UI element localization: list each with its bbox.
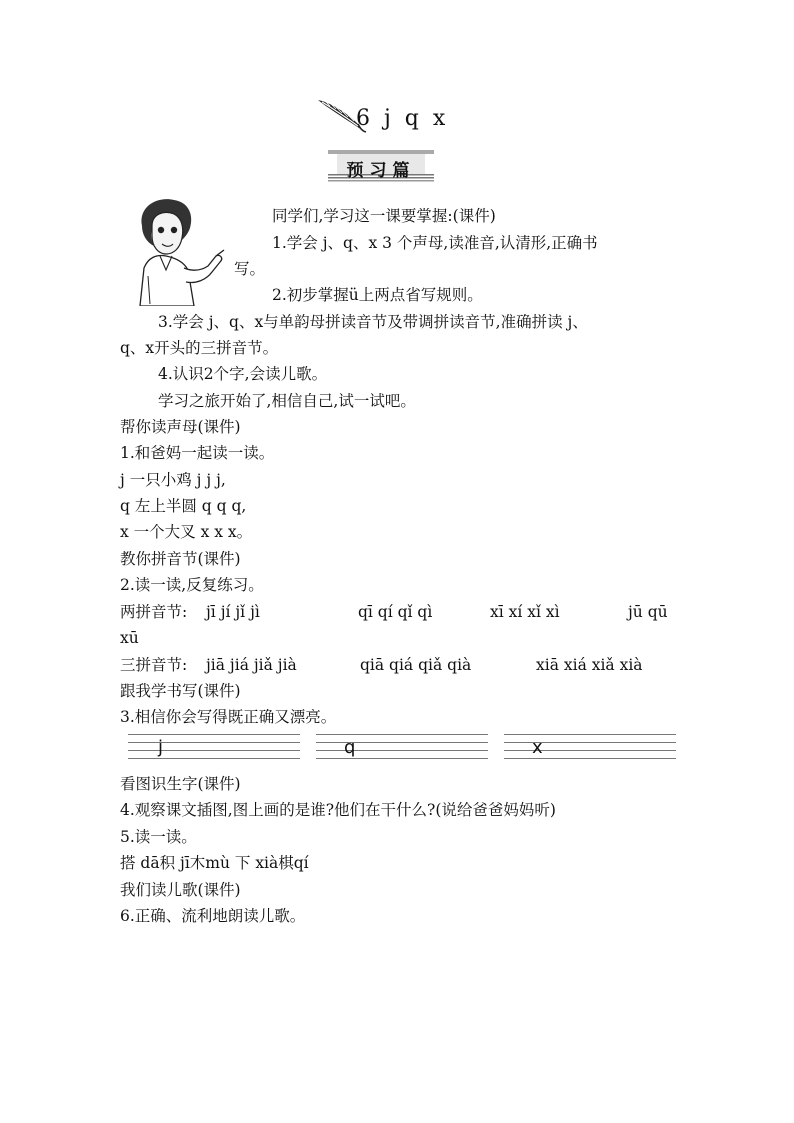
writing-letter-x: x xyxy=(532,737,543,758)
goal-2: 2.初步掌握ü上两点省写规则。 xyxy=(272,286,483,304)
writing-box-q xyxy=(316,734,488,766)
two-syllable-label: 两拼音节: xyxy=(120,603,188,621)
two-syllable-j: jī jí jǐ jì xyxy=(206,603,260,621)
writing-box-j xyxy=(128,734,300,766)
rhyme-q: q 左上半圆 q q q, xyxy=(120,497,247,515)
three-syllable-label: 三拼音节: xyxy=(120,656,188,674)
section-5-task: 5.读一读。 xyxy=(120,828,197,846)
lesson-title-area xyxy=(312,96,512,136)
section-3-task: 3.相信你会写得既正确又漂亮。 xyxy=(120,708,337,726)
three-syllable-q: qiā qiá qiǎ qià xyxy=(360,656,472,674)
two-syllable-xu: xū xyxy=(120,629,139,647)
section-1-task: 1.和爸妈一起读一读。 xyxy=(120,444,275,462)
section-4-header: 看图识生字(课件) xyxy=(120,775,241,793)
three-syllable-x: xiā xiá xiǎ xià xyxy=(536,656,643,674)
encouragement: 学习之旅开始了,相信自己,试一试吧。 xyxy=(158,392,416,410)
section-4-task: 4.观察课文插图,图上画的是谁?他们在干什么?(说给爸爸妈妈听) xyxy=(120,801,556,819)
section-6-header: 我们读儿歌(课件) xyxy=(120,881,241,899)
writing-letter-j: j xyxy=(158,737,164,758)
rhyme-j: j 一只小鸡 j j j, xyxy=(120,471,226,489)
banner-title: 预习篇 xyxy=(346,161,416,181)
two-syllable-ju-qu: jū qū xyxy=(628,603,668,621)
three-syllable-j: jiā jiá jiǎ jià xyxy=(206,656,297,674)
writing-box-x xyxy=(504,734,676,766)
goal-1-cont: 写。 xyxy=(234,260,266,278)
section-2-header: 教你拼音节(课件) xyxy=(120,550,241,568)
writing-letter-q: q xyxy=(344,737,356,758)
goal-3-cont: q、x开头的三拼音节。 xyxy=(120,339,279,357)
intro-lead: 同学们,学习这一课要掌握:(课件) xyxy=(272,207,496,225)
rhyme-x: x 一个大叉 x x x。 xyxy=(120,523,253,541)
lesson-title: 6 j q x xyxy=(356,106,446,131)
vocabulary-words: 搭 dā积 jī木mù 下 xià棋qí xyxy=(120,854,309,872)
goal-4: 4.认识2个字,会读儿歌。 xyxy=(158,365,328,383)
goal-3: 3.学会 j、q、x与单韵母拼读音节及带调拼读音节,准确拼读 j、 xyxy=(158,313,588,331)
two-syllable-x: xī xí xǐ xì xyxy=(490,603,560,621)
section-1-header: 帮你读声母(课件) xyxy=(120,418,241,436)
two-syllable-q: qī qí qǐ qì xyxy=(358,603,433,621)
section-banner xyxy=(327,148,435,184)
goal-1: 1.学会 j、q、x 3 个声母,读准音,认清形,正确书 xyxy=(272,234,598,252)
teacher-illustration xyxy=(124,196,228,306)
section-3-header: 跟我学书写(课件) xyxy=(120,682,241,700)
section-6-task: 6.正确、流利地朗读儿歌。 xyxy=(120,907,306,925)
section-2-task: 2.读一读,反复练习。 xyxy=(120,576,264,594)
